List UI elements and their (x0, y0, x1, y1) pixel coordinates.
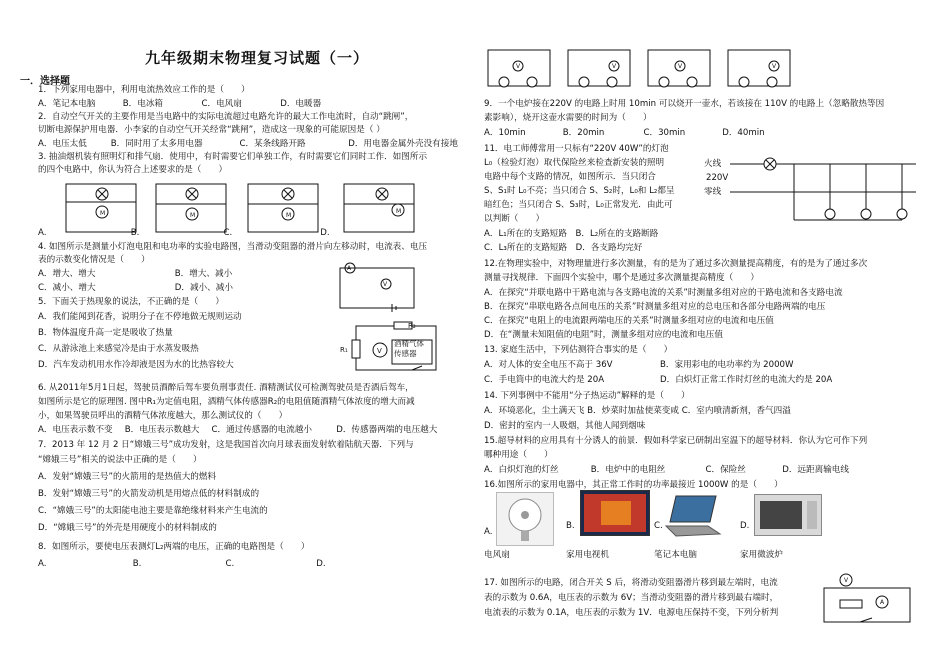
question-16: 16.如图所示的家用电器中，其正常工作时的功率最接近 1000W 的是（ ） (484, 480, 783, 490)
question-2-line-1: 2．自动空气开关的主要作用是当电路中的实际电流超过电路允许的最大工作电流时，自动“跳闸”， (38, 112, 414, 122)
option[interactable]: D. (316, 559, 326, 569)
question-7-line-2: “嫦娥三号”相关的说法中正确的是（ ） (38, 455, 202, 465)
appliance-caption: 家用微波炉 (740, 550, 783, 560)
option[interactable]: B．同时用了太多用电器 (110, 139, 203, 149)
svg-text:V: V (383, 281, 388, 288)
svg-text:M: M (190, 212, 196, 219)
question-3-options (38, 227, 344, 240)
question-7-option-b[interactable]: B．发射“嫦娥三号”的火箭发动机是用熔点低的材料制成的 (38, 489, 260, 499)
question-7-option-d[interactable]: D．“嫦娥三号”的外壳是用硬度小的材料制成的 (38, 523, 217, 533)
question-11-line-5: 暗红色；当只闭合 S、S₃时，L₀正常发光．由此可 (484, 200, 673, 210)
option[interactable]: D. (320, 228, 330, 238)
option-label[interactable]: D. (740, 521, 750, 531)
question-17-line-3: 电流表的示数为 0.1A，电压表的示数为 1V．电源电压保持不变，下列分析判 (484, 608, 779, 618)
option[interactable]: A. (38, 559, 47, 569)
option[interactable]: D．远距离输电线 (782, 465, 849, 475)
question-9-line-2: 素影响），烧开这壶水需要的时间为（ ） (484, 113, 652, 123)
option[interactable]: B．电冰箱 (122, 99, 164, 109)
option[interactable]: C．电风扇 (201, 99, 242, 109)
question-12-line-1: 12.在物理实验中，对物理量进行多次测量，有的是为了通过多次测量提高精度，有的是为了通过多次 (484, 259, 868, 269)
question-8-options (38, 558, 340, 571)
sensor-label: 酒精气体传感器 (394, 339, 424, 358)
option[interactable]: C．减小、增大 (38, 283, 96, 293)
appliance-caption: 电风扇 (484, 550, 510, 560)
question-5: 5．下面关于热现象的说法，不正确的是（ ） (38, 297, 224, 307)
question-7-option-c[interactable]: C．“嫦娥三号”的太阳能电池主要是靠绝缘材料来产生电流的 (38, 506, 268, 516)
option[interactable]: C．某条线路开路 (239, 139, 306, 149)
question-11-line-2: L₀（检验灯泡）取代保险丝来检查新安装的照明 (484, 158, 665, 168)
svg-text:V: V (772, 63, 777, 70)
question-5-option-b[interactable]: B．物体温度升高一定是吸收了热量 (38, 328, 173, 338)
question-8: 8．如图所示，要使电压表测灯L₂两端的电压，正确的电路图是（ ） (38, 542, 310, 552)
svg-text:V: V (844, 577, 849, 584)
question-2-line-2: 切断电源保护用电器．小李家的自动空气开关经常“跳闸”，造成这一现象的可能原因是（ ） (38, 125, 385, 135)
question-4-line-1: 4. 如图所示是测量小灯泡电阻和电功率的实验电路图，当滑动变阻器的滑片向左移动时，电流表、电压 (38, 242, 428, 252)
option-label[interactable]: C. (654, 521, 663, 531)
resistor-r1-label: R₁ (340, 346, 348, 354)
question-5-option-c[interactable]: C．从游泳池上来感觉冷是由于水蒸发吸热 (38, 344, 199, 354)
page-title: 九年级期末物理复习试题（一） (145, 49, 370, 67)
option[interactable]: A．10min (484, 128, 526, 138)
option-label[interactable]: B. (566, 521, 575, 531)
option[interactable]: A．笔记本电脑 (38, 99, 96, 109)
question-1-options (38, 98, 335, 111)
option[interactable]: B．电炉中的电阻丝 (590, 465, 666, 475)
question-12-option-c[interactable]: C．在探究“电阻上的电流跟两端电压的关系”时测量多组对应的电流和电压值 (484, 316, 774, 326)
svg-text:M: M (396, 208, 402, 215)
question-7-line-1: 7．2013 年 12 月 2 日“嫦娥三号”成功发射，这是我国首次向月球表面发射软着陆航天器．下列与 (38, 440, 414, 450)
svg-text:A: A (880, 599, 885, 606)
svg-text:A: A (347, 265, 352, 272)
question-14-options-abc[interactable]: A．环境恶化，尘土满天飞 B．炒菜时加盐使菜变咸 C．室内喷清新剂，香气四溢 (484, 406, 791, 416)
appliance-caption: 家用电视机 (566, 550, 609, 560)
option[interactable]: A．白炽灯泡的灯丝 (484, 465, 559, 475)
question-3-line-1: 3. 抽油烟机装有照明灯和排气扇．使用中，有时需要它们单独工作，有时需要它们同时工作．如图所示 (38, 152, 428, 162)
question-9-line-1: 9．一个电炉接在220V 的电路上时用 10min 可以烧开一壶水，若该接在 110V 的电路上（忽略散热等因 (484, 99, 885, 109)
question-17-line-1: 17. 如图所示的电路，闭合开关 S 后，将滑动变阻器滑片移到最左端时，电流 (484, 578, 778, 588)
question-11-line-3: 电路中每个支路的情况，如图所示．当只闭合 (484, 172, 656, 182)
question-6-line-1: 6. 从2011年5月1日起，驾驶员酒醉后驾车要负刑事责任. 酒精测试仪可检测驾驶员是否酒后驾车， (38, 383, 414, 393)
question-2-options (38, 138, 472, 151)
question-3-line-2: 的四个电路中，你认为符合上述要求的是（ ） (38, 165, 228, 175)
question-12-option-a[interactable]: A．在探究“并联电路中干路电流与各支路电流的关系”时测量多组对应的干路电流和各支路电流 (484, 288, 843, 298)
laptop-image (664, 492, 722, 538)
question-11-options-cd[interactable]: C．L₃所在的支路短路 D．各支路均完好 (484, 243, 643, 253)
section-heading: 一．选择题 (20, 76, 70, 87)
live-wire-label: 火线 (704, 159, 722, 169)
question-7-option-a[interactable]: A．发射“嫦娥三号”的火箭用的是热值大的燃料 (38, 472, 217, 482)
question-5-option-d[interactable]: D．汽车发动机用水作冷却液是因为水的比热容较大 (38, 360, 234, 370)
option-label[interactable]: A. (484, 527, 493, 537)
question-8-circuits (484, 44, 804, 90)
microwave-image (754, 494, 822, 536)
question-12-option-b[interactable]: B．在探究“串联电路各点间电压的关系”时测量多组对应的总电压和各部分电路两端的电压 (484, 302, 826, 312)
option[interactable]: C. (223, 228, 233, 238)
question-15-line-1: 15.超导材料的应用具有十分诱人的前景．假如科学家已研制出室温下的超导材料．你认为它可作下列 (484, 436, 868, 446)
question-4-options-row-2 (38, 282, 247, 295)
option[interactable]: D．40min (722, 128, 765, 138)
question-9-options (484, 127, 779, 140)
question-6-line-2: 如图所示是它的原理图. 图中R₁为定值电阻，酒精气体传感器R₂的电阻值随酒精气体浓度的增大而减 (38, 397, 415, 407)
question-14-option-d[interactable]: D．密封的室内一人吸烟，其他人闻到烟味 (484, 421, 646, 431)
question-6-line-3: 小，如果驾驶员呼出的酒精气体浓度越大，那么测试仪的（ ） (38, 411, 288, 421)
option[interactable]: B．电压表示数越大 (124, 425, 200, 435)
option[interactable]: B．20min (562, 128, 605, 138)
question-17-line-2: 表的示数为 0.6A，电压表的示数为 6V；当滑动变阻器的滑片移到最右端时， (484, 593, 779, 603)
question-15-line-2: 哪种用途（ ） (484, 450, 553, 460)
option[interactable]: A．增大、增大 (38, 269, 96, 279)
option[interactable]: C．保险丝 (705, 465, 746, 475)
question-13-option-a[interactable]: A．对人体的安全电压不高于 36V (484, 360, 613, 370)
question-4-line-2: 表的示数变化情况是（ ） (38, 255, 150, 265)
question-13: 13. 家庭生活中，下列估测符合事实的是（ ） (484, 345, 673, 355)
question-11-options-ab[interactable]: A．L₁所在的支路短路 B．L₂所在的支路断路 (484, 229, 659, 239)
question-17-circuit (820, 572, 920, 628)
question-13-option-c[interactable]: C．手电筒中的电流大约是 20A (484, 375, 605, 385)
option[interactable]: A．电压太低 (38, 139, 87, 149)
voltage-label: 220V (706, 173, 729, 183)
svg-text:V: V (516, 63, 521, 70)
appliance-caption: 笔记本电脑 (654, 550, 697, 560)
option[interactable]: D．用电器金属外壳没有接地 (348, 139, 458, 149)
option[interactable]: C．通过传感器的电流越小 (211, 425, 313, 435)
question-4-circuit (336, 262, 420, 312)
question-14: 14. 下列事例中不能用“分子热运动”解释的是（ ） (484, 391, 690, 401)
question-11-line-6: 以判断（ ） (484, 214, 545, 224)
svg-text:V: V (678, 63, 683, 70)
question-15-options (484, 464, 863, 477)
option[interactable]: D．减小、减小 (174, 283, 233, 293)
question-5-option-a[interactable]: A．我们能闻到花香，说明分子在不停地做无规则运动 (38, 312, 242, 322)
option[interactable]: C．30min (643, 128, 686, 138)
question-11-line-1: 11．电工师傅常用一只标有“220V 40W”的灯泡 (484, 144, 669, 154)
option[interactable]: B．增大、减小 (174, 269, 233, 279)
question-13-option-b[interactable]: B．家用彩电的电功率约为 2000W (660, 360, 794, 370)
svg-text:V: V (612, 63, 617, 70)
option[interactable]: B. (130, 228, 140, 238)
electric-fan-image (496, 492, 554, 546)
option[interactable]: C. (225, 559, 235, 569)
svg-text:V: V (377, 347, 382, 355)
question-4-options-row-1 (38, 268, 246, 281)
resistor-r2-label: R₂ (408, 322, 416, 330)
question-12-option-d[interactable]: D．在“测量未知阻值的电阻”时，测量多组对应的电流和电压值 (484, 330, 723, 340)
question-13-option-d[interactable]: D．白炽灯正常工作时灯丝的电流大约是 20A (660, 375, 833, 385)
question-1: 1．下列家用电器中，利用电流热效应工作的是（ ） (38, 85, 250, 95)
television-image (580, 490, 650, 536)
question-11-line-4: S、S₁时 L₀不亮；当只闭合 S、S₂时，L₀和 L₂都呈 (484, 186, 675, 196)
neutral-wire-label: 零线 (704, 187, 722, 197)
option[interactable]: A．电压表示数不变 (38, 425, 113, 435)
option[interactable]: D．传感器两端的电压越大 (336, 425, 438, 435)
question-11-circuit (730, 150, 920, 240)
option[interactable]: D．电暖器 (280, 99, 322, 109)
option[interactable]: A. (38, 228, 47, 238)
question-6-options (38, 424, 451, 437)
svg-text:M: M (286, 212, 292, 219)
option[interactable]: B. (132, 559, 142, 569)
svg-text:M: M (100, 210, 106, 217)
question-12-line-2: 测量寻找规律．下面四个实验中，哪个是通过多次测量提高精度（ ） (484, 273, 760, 283)
